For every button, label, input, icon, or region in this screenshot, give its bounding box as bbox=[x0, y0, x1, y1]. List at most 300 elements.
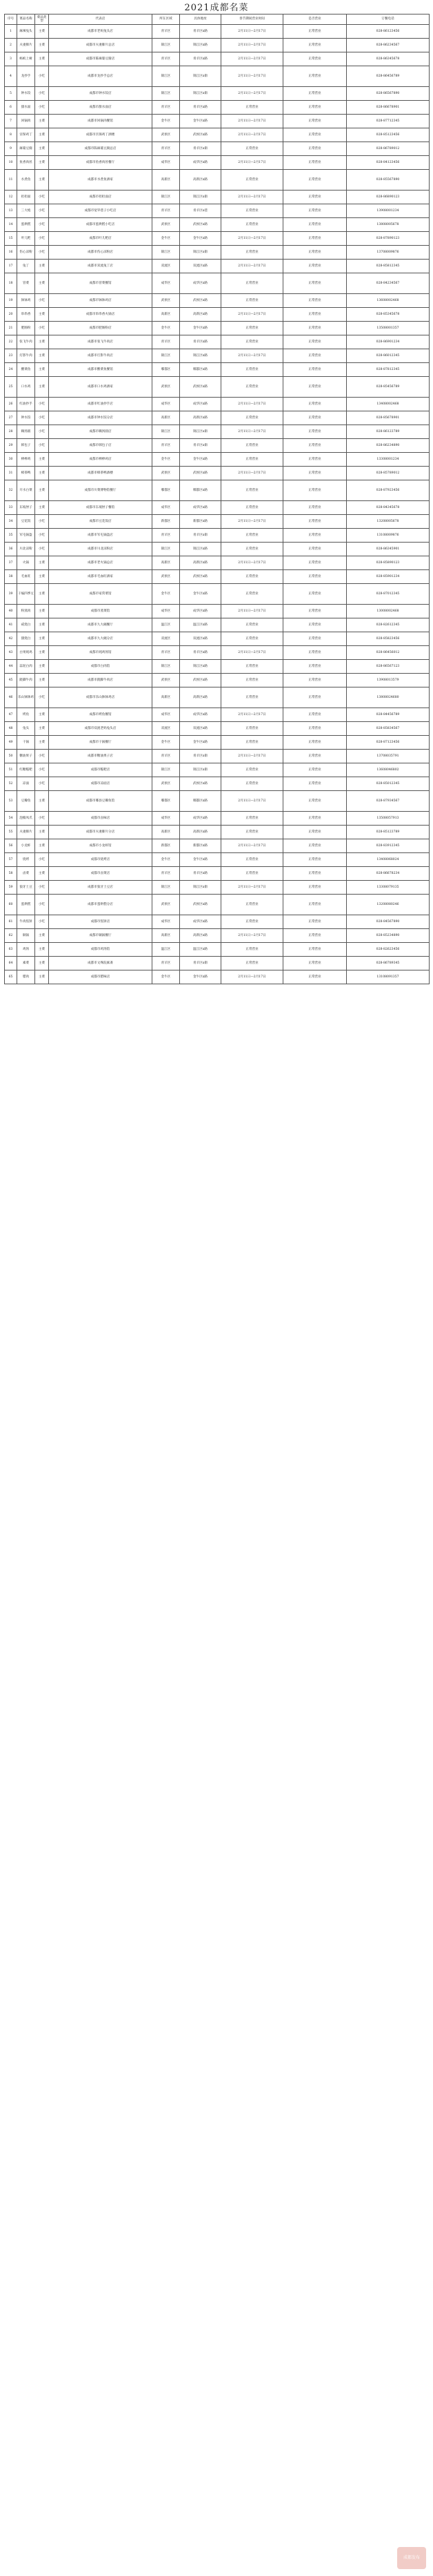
cell-dish: 蛋烘糕 bbox=[17, 895, 35, 915]
cell-address: 青羊区x路 bbox=[180, 646, 221, 660]
table-row bbox=[5, 308, 430, 322]
cell-store: 成都市陈麻婆豆腐总店 bbox=[49, 142, 152, 156]
watermark-logo bbox=[397, 2547, 426, 2569]
cell-type: 主菜 bbox=[35, 260, 49, 273]
cell-district: 郫都区 bbox=[152, 791, 180, 812]
cell-hours: 2月11日—2月17日 bbox=[221, 791, 283, 812]
cell-dish: 张飞牛肉 bbox=[17, 335, 35, 349]
cell-index: 21 bbox=[5, 322, 17, 335]
cell-store: 成都市鸡汤馆 bbox=[49, 943, 152, 957]
cell-phone: 028-84456789 bbox=[347, 708, 430, 722]
cell-store: 成都市宫保鸡丁酒楼 bbox=[49, 128, 152, 142]
cell-hours: 正常营业 bbox=[221, 674, 283, 687]
cell-district: 青羊区 bbox=[152, 439, 180, 453]
cell-phone: 028-86234890 bbox=[347, 439, 430, 453]
table-header-row bbox=[5, 14, 430, 25]
cell-status: 正常营业 bbox=[283, 674, 347, 687]
cell-district: 金牛区 bbox=[152, 970, 180, 984]
cell-phone: 13908013579 bbox=[347, 674, 430, 687]
cell-phone: 028-82612345 bbox=[347, 618, 430, 632]
cell-address: 成华区x路 bbox=[180, 273, 221, 294]
cell-district: 锦江区 bbox=[152, 543, 180, 556]
cell-store: 成都市灯影牛肉店 bbox=[49, 349, 152, 363]
cell-store: 成都市水煮鱼酒家 bbox=[49, 170, 152, 191]
cell-phone: 028-86901234 bbox=[347, 335, 430, 349]
cell-hours: 正常营业 bbox=[221, 142, 283, 156]
cell-phone: 13208080246 bbox=[347, 895, 430, 915]
cell-type: 主菜 bbox=[35, 584, 49, 605]
cell-district: 高新区 bbox=[152, 687, 180, 708]
cell-district: 武侯区 bbox=[152, 777, 180, 791]
table-row bbox=[5, 398, 430, 411]
cell-type: 小吃 bbox=[35, 66, 49, 87]
cell-phone: 13408068024 bbox=[347, 853, 430, 867]
cell-hours: 2月11日—2月17日 bbox=[221, 308, 283, 322]
table-row bbox=[5, 204, 430, 218]
cell-type: 小吃 bbox=[35, 425, 49, 439]
cell-district: 锦江区 bbox=[152, 87, 180, 101]
cell-type: 主菜 bbox=[35, 605, 49, 618]
header-address: 具体地址 bbox=[180, 14, 221, 25]
table-row bbox=[5, 943, 430, 957]
cell-dish: 鸡汤 bbox=[17, 943, 35, 957]
cell-status: 正常营业 bbox=[283, 349, 347, 363]
cell-dish: 宫保鸡丁 bbox=[17, 128, 35, 142]
cell-type: 小吃 bbox=[35, 294, 49, 308]
table-row bbox=[5, 363, 430, 377]
cell-store: 成都市乐山钵钵鸡店 bbox=[49, 687, 152, 708]
cell-phone: 028-85123789 bbox=[347, 826, 430, 839]
cell-type: 主菜 bbox=[35, 308, 49, 322]
cell-address: 金牛区x路 bbox=[180, 853, 221, 867]
table-row bbox=[5, 453, 430, 467]
cell-status: 正常营业 bbox=[283, 425, 347, 439]
cell-type: 小吃 bbox=[35, 915, 49, 929]
cell-address: 金牛区x路 bbox=[180, 736, 221, 750]
cell-status: 正常营业 bbox=[283, 687, 347, 708]
cell-index: 37 bbox=[5, 556, 17, 570]
cell-type: 小吃 bbox=[35, 763, 49, 777]
cell-phone: 028-87890123 bbox=[347, 232, 430, 246]
cell-phone: 028-84345678 bbox=[347, 501, 430, 515]
cell-district: 温江区 bbox=[152, 943, 180, 957]
cell-index: 58 bbox=[5, 867, 17, 881]
cell-type: 主菜 bbox=[35, 273, 49, 294]
cell-hours: 正常营业 bbox=[221, 736, 283, 750]
cell-status: 正常营业 bbox=[283, 957, 347, 970]
cell-index: 30 bbox=[5, 453, 17, 467]
cell-address: 武侯区x路 bbox=[180, 128, 221, 142]
cell-store: 成都市陈麻婆豆腐店 bbox=[49, 52, 152, 66]
cell-phone: 13908001234 bbox=[347, 204, 430, 218]
cell-phone: 028-86345678 bbox=[347, 52, 430, 66]
cell-hours: 2月11日—2月17日 bbox=[221, 970, 283, 984]
cell-district: 成华区 bbox=[152, 501, 180, 515]
cell-status: 正常营业 bbox=[283, 25, 347, 39]
cell-address: 高新区x路 bbox=[180, 308, 221, 322]
cell-dish: 铜锅 bbox=[17, 929, 35, 943]
cell-index: 38 bbox=[5, 570, 17, 584]
cell-dish: 红油抄手 bbox=[17, 398, 35, 411]
table-row bbox=[5, 722, 430, 736]
cell-address: 高新区x路 bbox=[180, 687, 221, 708]
cell-address: 锦江区x街 bbox=[180, 881, 221, 895]
cell-type: 主菜 bbox=[35, 115, 49, 128]
cell-index: 11 bbox=[5, 170, 17, 191]
cell-address: 锦江区x路 bbox=[180, 39, 221, 52]
cell-hours: 正常营业 bbox=[221, 957, 283, 970]
cell-district: 锦江区 bbox=[152, 246, 180, 260]
cell-store: 成都市钟水饺店 bbox=[49, 87, 152, 101]
cell-store: 成都市红油抄手店 bbox=[49, 398, 152, 411]
cell-store: 成都市小龙虾馆 bbox=[49, 839, 152, 853]
cell-status: 正常营业 bbox=[283, 66, 347, 87]
cell-store: 成都市军屯锅盔店 bbox=[49, 529, 152, 543]
cell-district: 温江区 bbox=[152, 618, 180, 632]
table-row bbox=[5, 273, 430, 294]
cell-phone: 028-85890123 bbox=[347, 556, 430, 570]
cell-hours: 正常营业 bbox=[221, 246, 283, 260]
cell-index: 26 bbox=[5, 398, 17, 411]
cell-index: 19 bbox=[5, 294, 17, 308]
table-row bbox=[5, 260, 430, 273]
cell-district: 成华区 bbox=[152, 156, 180, 170]
cell-store: 成都市鱼香肉丝餐厅 bbox=[49, 156, 152, 170]
cell-address: 金牛区x路 bbox=[180, 322, 221, 335]
cell-address: 青羊区x路 bbox=[180, 335, 221, 349]
cell-phone: 028-86012345 bbox=[347, 349, 430, 363]
cell-district: 锦江区 bbox=[152, 660, 180, 674]
cell-address: 双流区x路 bbox=[180, 260, 221, 273]
cell-district: 青羊区 bbox=[152, 529, 180, 543]
table-row bbox=[5, 750, 430, 763]
cell-status: 正常营业 bbox=[283, 453, 347, 467]
cell-phone: 028-86789012 bbox=[347, 142, 430, 156]
cell-store: 成都市郫县豆瓣鱼馆 bbox=[49, 791, 152, 812]
cell-index: 8 bbox=[5, 128, 17, 142]
cell-district: 青羊区 bbox=[152, 101, 180, 115]
cell-store: 成都市文殊院素斋 bbox=[49, 957, 152, 970]
cell-district: 锦江区 bbox=[152, 425, 180, 439]
cell-phone: 028-86678234 bbox=[347, 867, 430, 881]
cell-dish: 兔头 bbox=[17, 722, 35, 736]
cell-status: 正常营业 bbox=[283, 294, 347, 308]
table-row bbox=[5, 570, 430, 584]
cell-district: 武侯区 bbox=[152, 218, 180, 232]
cell-district: 青羊区 bbox=[152, 646, 180, 660]
cell-status: 正常营业 bbox=[283, 722, 347, 736]
cell-status: 正常营业 bbox=[283, 335, 347, 349]
cell-address: 郫都区x路 bbox=[180, 791, 221, 812]
cell-hours: 正常营业 bbox=[221, 943, 283, 957]
cell-hours: 正常营业 bbox=[221, 322, 283, 335]
cell-address: 武侯区x路 bbox=[180, 294, 221, 308]
cell-store: 成都市棒棒鸡店 bbox=[49, 453, 152, 467]
cell-address: 高新区x路 bbox=[180, 556, 221, 570]
cell-address: 成华区x路 bbox=[180, 156, 221, 170]
cell-address: 锦江区x路 bbox=[180, 543, 221, 556]
cell-hours: 正常营业 bbox=[221, 812, 283, 826]
table-row bbox=[5, 660, 430, 674]
cell-index: 29 bbox=[5, 439, 17, 453]
cell-dish: 牛肉焦饼 bbox=[17, 915, 35, 929]
cell-address: 青羊区x街 bbox=[180, 750, 221, 763]
cell-phone: 13808005678 bbox=[347, 218, 430, 232]
cell-district: 锦江区 bbox=[152, 39, 180, 52]
cell-hours: 正常营业 bbox=[221, 763, 283, 777]
cell-index: 28 bbox=[5, 425, 17, 439]
cell-type: 主菜 bbox=[35, 39, 49, 52]
cell-dish: 麻婆豆腐 bbox=[17, 142, 35, 156]
cell-address: 青羊区x街 bbox=[180, 439, 221, 453]
cell-address: 成华区x路 bbox=[180, 708, 221, 722]
cell-phone: 028-87923456 bbox=[347, 480, 430, 501]
cell-phone: 028-86123456 bbox=[347, 25, 430, 39]
cell-district: 锦江区 bbox=[152, 191, 180, 204]
cell-hours: 2月11日—2月17日 bbox=[221, 556, 283, 570]
cell-dish: 烧烤 bbox=[17, 853, 35, 867]
cell-type: 主菜 bbox=[35, 170, 49, 191]
cell-store: 成都市钟水饺分店 bbox=[49, 411, 152, 425]
cell-type: 主菜 bbox=[35, 467, 49, 480]
cell-status: 正常营业 bbox=[283, 970, 347, 984]
table-row bbox=[5, 294, 430, 308]
cell-dish: 甜水面 bbox=[17, 101, 35, 115]
cell-store: 成都市炖鸡汤馆 bbox=[49, 646, 152, 660]
cell-type: 主菜 bbox=[35, 791, 49, 812]
cell-address: 高新区x路 bbox=[180, 170, 221, 191]
cell-status: 正常营业 bbox=[283, 660, 347, 674]
cell-dish: 串串香 bbox=[17, 308, 35, 322]
cell-store: 成都市双流老妈兔头店 bbox=[49, 722, 152, 736]
cell-dish: 干锅 bbox=[17, 736, 35, 750]
cell-hours: 正常营业 bbox=[221, 687, 283, 708]
cell-phone: 028-84567890 bbox=[347, 915, 430, 929]
cell-type: 主菜 bbox=[35, 453, 49, 467]
cell-store: 成都市跷脚牛肉店 bbox=[49, 674, 152, 687]
table-row bbox=[5, 335, 430, 349]
table-row bbox=[5, 826, 430, 839]
cell-index: 40 bbox=[5, 605, 17, 618]
cell-phone: 028-87123456 bbox=[347, 736, 430, 750]
table-row bbox=[5, 425, 430, 439]
cell-status: 正常营业 bbox=[283, 736, 347, 750]
cell-address: 金牛区x路 bbox=[180, 453, 221, 467]
cell-address: 武侯区x路 bbox=[180, 218, 221, 232]
cell-status: 正常营业 bbox=[283, 708, 347, 722]
cell-district: 高新区 bbox=[152, 556, 180, 570]
cell-index: 51 bbox=[5, 763, 17, 777]
cell-phone: 13108091357 bbox=[347, 970, 430, 984]
cell-store: 成都市酸菜鱼餐馆 bbox=[49, 363, 152, 377]
cell-address: 锦江区x街 bbox=[180, 66, 221, 87]
cell-address: 温江区x路 bbox=[180, 943, 221, 957]
cell-type: 小吃 bbox=[35, 411, 49, 425]
cell-index: 32 bbox=[5, 480, 17, 501]
cell-type: 小吃 bbox=[35, 398, 49, 411]
cell-address: 高新区x路 bbox=[180, 826, 221, 839]
cell-store: 成都市焦饼店 bbox=[49, 915, 152, 929]
cell-dish: 钟水饺 bbox=[17, 87, 35, 101]
table-row bbox=[5, 232, 430, 246]
cell-status: 正常营业 bbox=[283, 646, 347, 660]
cell-store: 成都市肥肠粉店 bbox=[49, 322, 152, 335]
cell-phone: 028-85345678 bbox=[347, 308, 430, 322]
cell-type: 小吃 bbox=[35, 812, 49, 826]
cell-dish: 毛血旺 bbox=[17, 570, 35, 584]
cell-address: 青羊区x路 bbox=[180, 867, 221, 881]
cell-address: 青羊区x街 bbox=[180, 529, 221, 543]
cell-phone: 028-85234890 bbox=[347, 929, 430, 943]
cell-address: 新都区x路 bbox=[180, 515, 221, 529]
cell-district: 武侯区 bbox=[152, 294, 180, 308]
cell-hours: 2月11日—2月17日 bbox=[221, 115, 283, 128]
cell-district: 青羊区 bbox=[152, 750, 180, 763]
cell-hours: 2月11日—2月17日 bbox=[221, 646, 283, 660]
cell-store: 成都市赖汤圆店 bbox=[49, 425, 152, 439]
cell-address: 温江区x路 bbox=[180, 618, 221, 632]
cell-store: 成都市九大碗分店 bbox=[49, 632, 152, 646]
cell-status: 正常营业 bbox=[283, 605, 347, 618]
cell-index: 23 bbox=[5, 349, 17, 363]
cell-phone: 028-85567890 bbox=[347, 170, 430, 191]
cell-district: 成华区 bbox=[152, 273, 180, 294]
cell-dish: 跷脚牛肉 bbox=[17, 674, 35, 687]
cell-store: 成都市烧烤店 bbox=[49, 853, 152, 867]
cell-dish: 肥肠粉 bbox=[17, 322, 35, 335]
table-row bbox=[5, 128, 430, 142]
cell-status: 正常营业 bbox=[283, 867, 347, 881]
cell-status: 正常营业 bbox=[283, 191, 347, 204]
cell-hours: 正常营业 bbox=[221, 632, 283, 646]
cell-phone: 028-86789345 bbox=[347, 957, 430, 970]
cell-dish: 泡椒凤爪 bbox=[17, 812, 35, 826]
table-row bbox=[5, 87, 430, 101]
cell-hours: 2月11日—2月17日 bbox=[221, 191, 283, 204]
cell-district: 新都区 bbox=[152, 839, 180, 853]
table-row bbox=[5, 791, 430, 812]
table-row bbox=[5, 439, 430, 453]
cell-type: 主菜 bbox=[35, 957, 49, 970]
cell-index: 41 bbox=[5, 618, 17, 632]
cell-dish: 蛋烘糕 bbox=[17, 218, 35, 232]
cell-phone: 028-87934567 bbox=[347, 791, 430, 812]
cell-phone: 028-82623456 bbox=[347, 943, 430, 957]
cell-district: 武侯区 bbox=[152, 570, 180, 584]
cell-type: 主菜 bbox=[35, 839, 49, 853]
cell-district: 金牛区 bbox=[152, 115, 180, 128]
cell-phone: 028-86345901 bbox=[347, 543, 430, 556]
cell-store: 成都市双流兔丁店 bbox=[49, 260, 152, 273]
cell-store: 成都市川北凉粉店 bbox=[49, 543, 152, 556]
cell-phone: 13408002468 bbox=[347, 398, 430, 411]
cell-type: 主菜 bbox=[35, 335, 49, 349]
cell-dish: 甜烧白 bbox=[17, 632, 35, 646]
cell-phone: 028-87012345 bbox=[347, 584, 430, 605]
cell-district: 武侯区 bbox=[152, 377, 180, 398]
cell-dish: 口水鸡 bbox=[17, 377, 35, 398]
cell-index: 12 bbox=[5, 191, 17, 204]
cell-district: 金牛区 bbox=[152, 584, 180, 605]
cell-address: 青羊区x路 bbox=[180, 25, 221, 39]
header-dish: 菜品名称 bbox=[17, 14, 35, 25]
cell-dish: 凉面 bbox=[17, 777, 35, 791]
cell-dish: 狼牙土豆 bbox=[17, 881, 35, 895]
cell-address: 成华区x路 bbox=[180, 915, 221, 929]
cell-type: 小吃 bbox=[35, 529, 49, 543]
cell-hours: 正常营业 bbox=[221, 501, 283, 515]
cell-status: 正常营业 bbox=[283, 322, 347, 335]
cell-status: 正常营业 bbox=[283, 791, 347, 812]
cell-phone: 13308079135 bbox=[347, 881, 430, 895]
cell-type: 小吃 bbox=[35, 777, 49, 791]
cell-store: 成都市樟茶鸭酒楼 bbox=[49, 467, 152, 480]
cell-address: 武侯区x路 bbox=[180, 674, 221, 687]
cell-type: 小吃 bbox=[35, 218, 49, 232]
cell-type: 主菜 bbox=[35, 618, 49, 632]
cell-dish: 酸菜鱼 bbox=[17, 363, 35, 377]
cell-index: 52 bbox=[5, 777, 17, 791]
cell-district: 郫都区 bbox=[152, 363, 180, 377]
cell-index: 3 bbox=[5, 52, 17, 66]
cell-dish: 水煮鱼 bbox=[17, 170, 35, 191]
cell-index: 49 bbox=[5, 736, 17, 750]
header-store: 代表店 bbox=[49, 14, 152, 25]
table-row bbox=[5, 480, 430, 501]
cell-phone: 028-83912345 bbox=[347, 839, 430, 853]
table-row bbox=[5, 515, 430, 529]
cell-phone: 13608046802 bbox=[347, 763, 430, 777]
cell-district: 高新区 bbox=[152, 411, 180, 425]
cell-phone: 028-87812345 bbox=[347, 363, 430, 377]
cell-dish: 蒜泥白肉 bbox=[17, 660, 35, 674]
cell-district: 锦江区 bbox=[152, 881, 180, 895]
cell-store: 成都市毛血旺酒家 bbox=[49, 570, 152, 584]
cell-type: 主菜 bbox=[35, 349, 49, 363]
cell-phone: 028-84234567 bbox=[347, 273, 430, 294]
cell-district: 双流区 bbox=[152, 722, 180, 736]
cell-hours: 正常营业 bbox=[221, 480, 283, 501]
cell-status: 正常营业 bbox=[283, 87, 347, 101]
cell-address: 锦江区x路 bbox=[180, 349, 221, 363]
cell-district: 青羊区 bbox=[152, 335, 180, 349]
cell-district: 武侯区 bbox=[152, 467, 180, 480]
cell-status: 正常营业 bbox=[283, 915, 347, 929]
cell-store: 成都市烤鱼餐馆 bbox=[49, 708, 152, 722]
cell-district: 武侯区 bbox=[152, 128, 180, 142]
cell-store: 成都市白肉馆 bbox=[49, 660, 152, 674]
cell-hours: 2月11日—2月17日 bbox=[221, 515, 283, 529]
cell-phone: 028-85123456 bbox=[347, 128, 430, 142]
cell-hours: 正常营业 bbox=[221, 529, 283, 543]
cell-address: 武侯区x路 bbox=[180, 467, 221, 480]
cell-district: 新都区 bbox=[152, 515, 180, 529]
cell-store: 成都市铜锅餐厅 bbox=[49, 929, 152, 943]
cell-status: 正常营业 bbox=[283, 480, 347, 501]
cell-store: 成都市串串香火锅店 bbox=[49, 308, 152, 322]
cell-status: 正常营业 bbox=[283, 529, 347, 543]
cell-address: 青羊区x巷 bbox=[180, 204, 221, 218]
cell-type: 主菜 bbox=[35, 929, 49, 943]
cell-dish: 叶儿粑 bbox=[17, 232, 35, 246]
cell-hours: 正常营业 bbox=[221, 570, 283, 584]
cell-type: 主菜 bbox=[35, 826, 49, 839]
cell-type: 主菜 bbox=[35, 646, 49, 660]
cell-phone: 13808024680 bbox=[347, 687, 430, 708]
cell-type: 主菜 bbox=[35, 736, 49, 750]
cell-hours: 正常营业 bbox=[221, 204, 283, 218]
table-row bbox=[5, 501, 430, 515]
